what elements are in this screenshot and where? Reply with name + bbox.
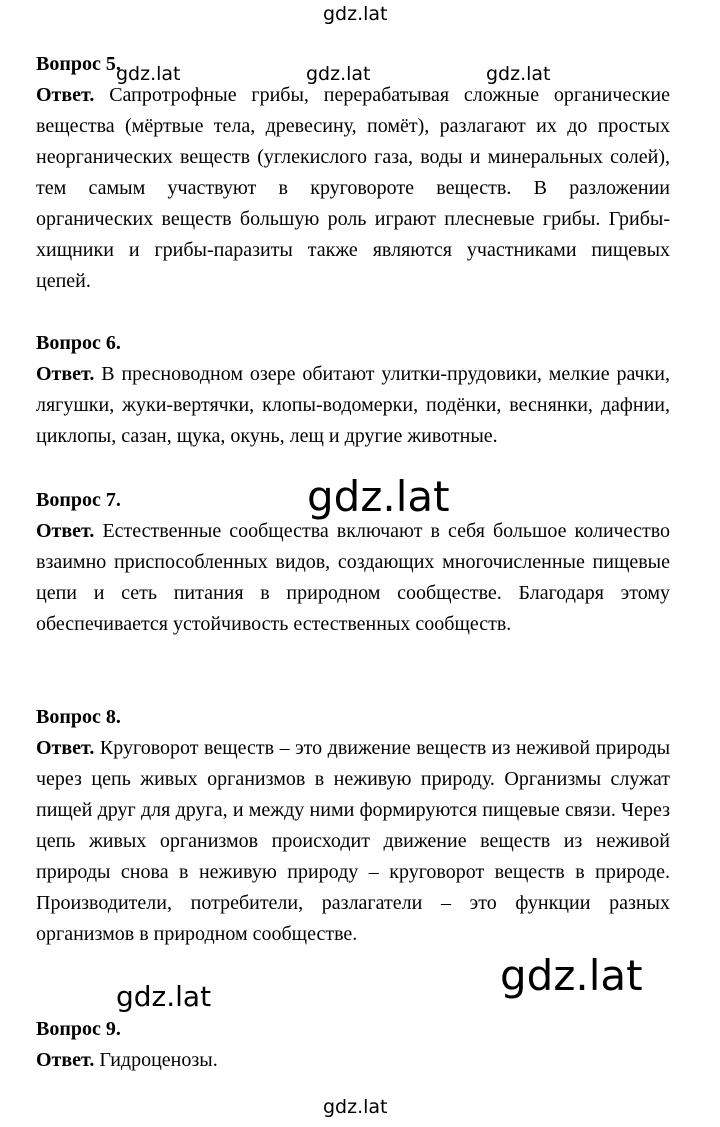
answer-paragraph xyxy=(36,733,670,950)
question-heading: Вопрос 5. xyxy=(36,53,121,75)
watermark-lower-right-large: gdz.lat xyxy=(500,951,643,1000)
question-heading: Вопрос 7. xyxy=(36,489,121,511)
watermark-row-1: gdz.lat xyxy=(116,63,181,85)
watermark-bottom: gdz.lat xyxy=(323,1096,388,1118)
question-heading: Вопрос 8. xyxy=(36,706,121,728)
watermark-lower-left: gdz.lat xyxy=(116,980,212,1013)
answer-text: В пресноводном озере обитают улитки-прудовики, мелкие рачки, лягушки, жуки-вертячки, клопы-водомерки, подёнки, веснянки, дафнии, циклопы, сазан, щука, окунь, лещ и другие животные. xyxy=(36,363,671,447)
watermark-top: gdz.lat xyxy=(323,3,388,25)
answer-label: Ответ. xyxy=(36,84,95,106)
answer-label: Ответ. xyxy=(36,737,95,759)
question-9 xyxy=(36,1014,670,1076)
answer-label: Ответ. xyxy=(36,520,95,542)
answer-paragraph xyxy=(36,359,670,452)
question-heading: Вопрос 6. xyxy=(36,332,121,354)
question-6 xyxy=(36,328,670,452)
question-5 xyxy=(36,49,670,297)
answer-text: Гидроценозы. xyxy=(99,1049,218,1071)
watermark-row-3: gdz.lat xyxy=(486,63,551,85)
question-heading: Вопрос 9. xyxy=(36,1018,121,1040)
answer-text: Сапротрофные грибы, перерабатывая сложные органические вещества (мёртвые тела, древесину, помёт), разлагают их до простых неорганических веществ (углекислого газа, воды и минеральных солей), тем самым участвуют в круговороте веществ. В разложении органических веществ большую роль играют плесневые грибы. Грибы-хищники и грибы-паразиты также являются участниками пищевых цепей. xyxy=(36,84,670,292)
watermark-middle-large: gdz.lat xyxy=(307,472,450,521)
answer-label: Ответ. xyxy=(36,1049,95,1071)
answer-label: Ответ. xyxy=(36,363,95,385)
question-8 xyxy=(36,702,670,950)
answer-text: Круговорот веществ – это движение веществ из неживой природы через цепь живых организмов в неживую природу. Организмы служат пищей друг для друга, и между ними формируются пищевые связи. Через цепь живых организмов происходит движение веществ из неживой природы снова в неживую природу – круговорот веществ в природе. Производители, потребители, разлагатели – это функции разных организмов в природном сообществе. xyxy=(36,737,671,945)
watermark-row-2: gdz.lat xyxy=(306,63,371,85)
question-7 xyxy=(36,485,670,640)
answer-paragraph xyxy=(36,80,670,297)
answer-text: Естественные сообщества включают в себя большое количество взаимно приспособленных видов, создающих многочисленные пищевые цепи и сеть питания в природном сообществе. Благодаря этому обеспечивается устойчивость естественных сообществ. xyxy=(36,520,671,635)
answer-paragraph xyxy=(36,1045,670,1076)
answer-paragraph xyxy=(36,516,670,640)
